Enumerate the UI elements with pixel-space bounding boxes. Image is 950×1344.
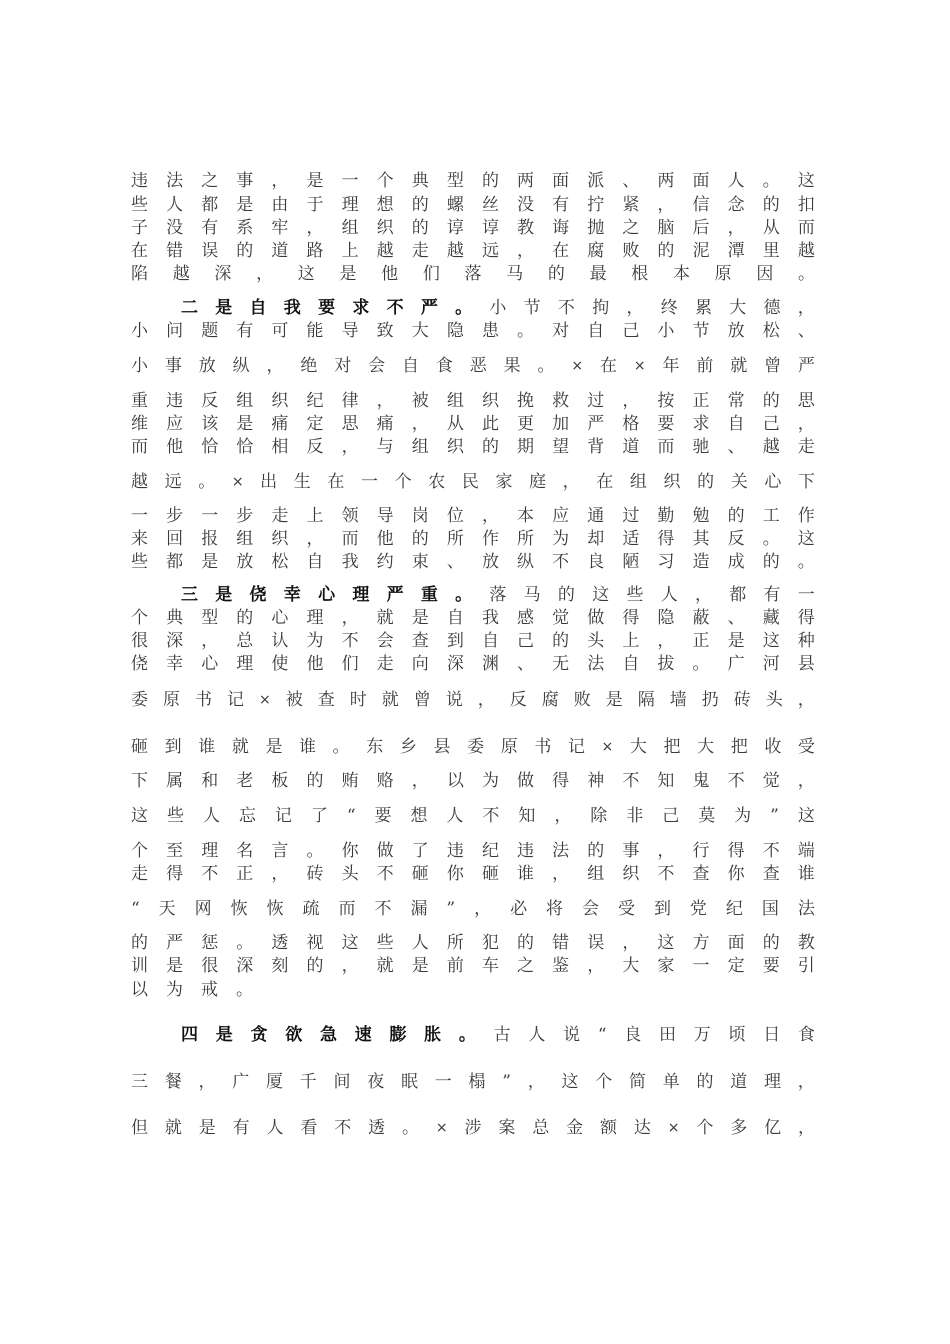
body-text-line: 子 没 有 系 牢 ， 组 织 的 谆 谆 教 诲 抛 之 脑 后 ， 从 而: [131, 218, 815, 238]
body-text-line: 以 为 戒 。: [131, 980, 253, 1000]
body-text-line: 小 事 放 纵 ， 绝 对 会 自 食 恶 果 。 × 在 × 年 前 就 曾 严: [131, 356, 815, 376]
body-text-line: 违 法 之 事 ， 是 一 个 典 型 的 两 面 派 、 两 面 人 。 这: [131, 171, 815, 191]
body-text-line: 这 些 人 忘 记 了 “ 要 想 人 不 知 ， 除 非 己 莫 为 ” 这: [131, 806, 815, 826]
body-text-line: 维 应 该 是 痛 定 思 痛 ， 从 此 更 加 严 格 要 求 自 己 ，: [131, 414, 815, 434]
body-text-line: 在 错 误 的 道 路 上 越 走 越 远 ， 在 腐 败 的 泥 潭 里 越: [131, 241, 815, 261]
body-text-line: 来 回 报 组 织 ， 而 他 的 所 作 所 为 却 适 得 其 反 。 这: [131, 529, 815, 549]
body-text-line: 的 严 惩 。 透 视 这 些 人 所 犯 的 错 误 ， 这 方 面 的 教: [131, 933, 815, 953]
body-text-line: 砸 到 谁 就 是 谁 。 东 乡 县 委 原 书 记 × 大 把 大 把 收 受: [131, 737, 815, 757]
body-text-line: 三 餐 ， 广 厦 千 间 夜 眠 一 榻 ” ， 这 个 简 单 的 道 理 ，: [131, 1072, 815, 1092]
body-text-line: 重 违 反 组 织 纪 律 ， 被 组 织 挽 救 过 ， 按 正 常 的 思: [131, 391, 815, 411]
body-text-line: 侥 幸 心 理 使 他 们 走 向 深 渊 、 无 法 自 拔 。 广 河 县: [131, 654, 815, 674]
body-text-line: 一 步 一 步 走 上 领 导 岗 位 ， 本 应 通 过 勤 勉 的 工 作: [131, 506, 815, 526]
body-text-line: 陷 越 深 ， 这 是 他 们 落 马 的 最 根 本 原 因 。: [131, 264, 815, 284]
body-text-line: 个 典 型 的 心 理 ， 就 是 自 我 感 觉 做 得 隐 蔽 、 藏 得: [131, 608, 815, 628]
body-text-line: 委 原 书 记 × 被 查 时 就 曾 说 ， 反 腐 败 是 隔 墙 扔 砖 头 ，: [131, 690, 815, 710]
body-text-line: 些 人 都 是 由 于 理 想 的 螺 丝 没 有 拧 紧 ， 信 念 的 扣: [131, 195, 815, 215]
section-heading-line: 三 是 侥 幸 心 理 严 重 。 落 马 的 这 些 人 ， 都 有 一: [181, 585, 815, 605]
section-heading-line: 二 是 自 我 要 求 不 严 。 小 节 不 拘 ， 终 累 大 德 ，: [181, 298, 815, 318]
body-text-line: 下 属 和 老 板 的 贿 赂 ， 以 为 做 得 神 不 知 鬼 不 觉 ，: [131, 771, 815, 791]
section-heading-line: 四 是 贪 欲 急 速 膨 胀 。 古 人 说 “ 良 田 万 顷 日 食: [181, 1025, 815, 1045]
body-text-line: 而 他 恰 恰 相 反 ， 与 组 织 的 期 望 背 道 而 驰 、 越 走: [131, 437, 815, 457]
body-text-line: 小 问 题 有 可 能 导 致 大 隐 患 。 对 自 己 小 节 放 松 、: [131, 321, 815, 341]
body-text-line: 些 都 是 放 松 自 我 约 束 、 放 纵 不 良 陋 习 造 成 的 。: [131, 552, 815, 572]
body-text-line: “ 天 网 恢 恢 疏 而 不 漏 ” ， 必 将 会 受 到 党 纪 国 法: [131, 899, 815, 919]
body-text-line: 但 就 是 有 人 看 不 透 。 × 涉 案 总 金 额 达 × 个 多 亿 ，: [131, 1118, 815, 1138]
body-text-line: 越 远 。 × 出 生 在 一 个 农 民 家 庭 ， 在 组 织 的 关 心 下: [131, 472, 815, 492]
body-text-line: 很 深 ， 总 认 为 不 会 查 到 自 己 的 头 上 ， 正 是 这 种: [131, 631, 815, 651]
body-text-line: 训 是 很 深 刻 的 ， 就 是 前 车 之 鉴 ， 大 家 一 定 要 引: [131, 956, 815, 976]
body-text-line: 个 至 理 名 言 。 你 做 了 违 纪 违 法 的 事 ， 行 得 不 端: [131, 841, 815, 861]
body-text-line: 走 得 不 正 ， 砖 头 不 砸 你 砸 谁 ， 组 织 不 查 你 查 谁: [131, 864, 815, 884]
